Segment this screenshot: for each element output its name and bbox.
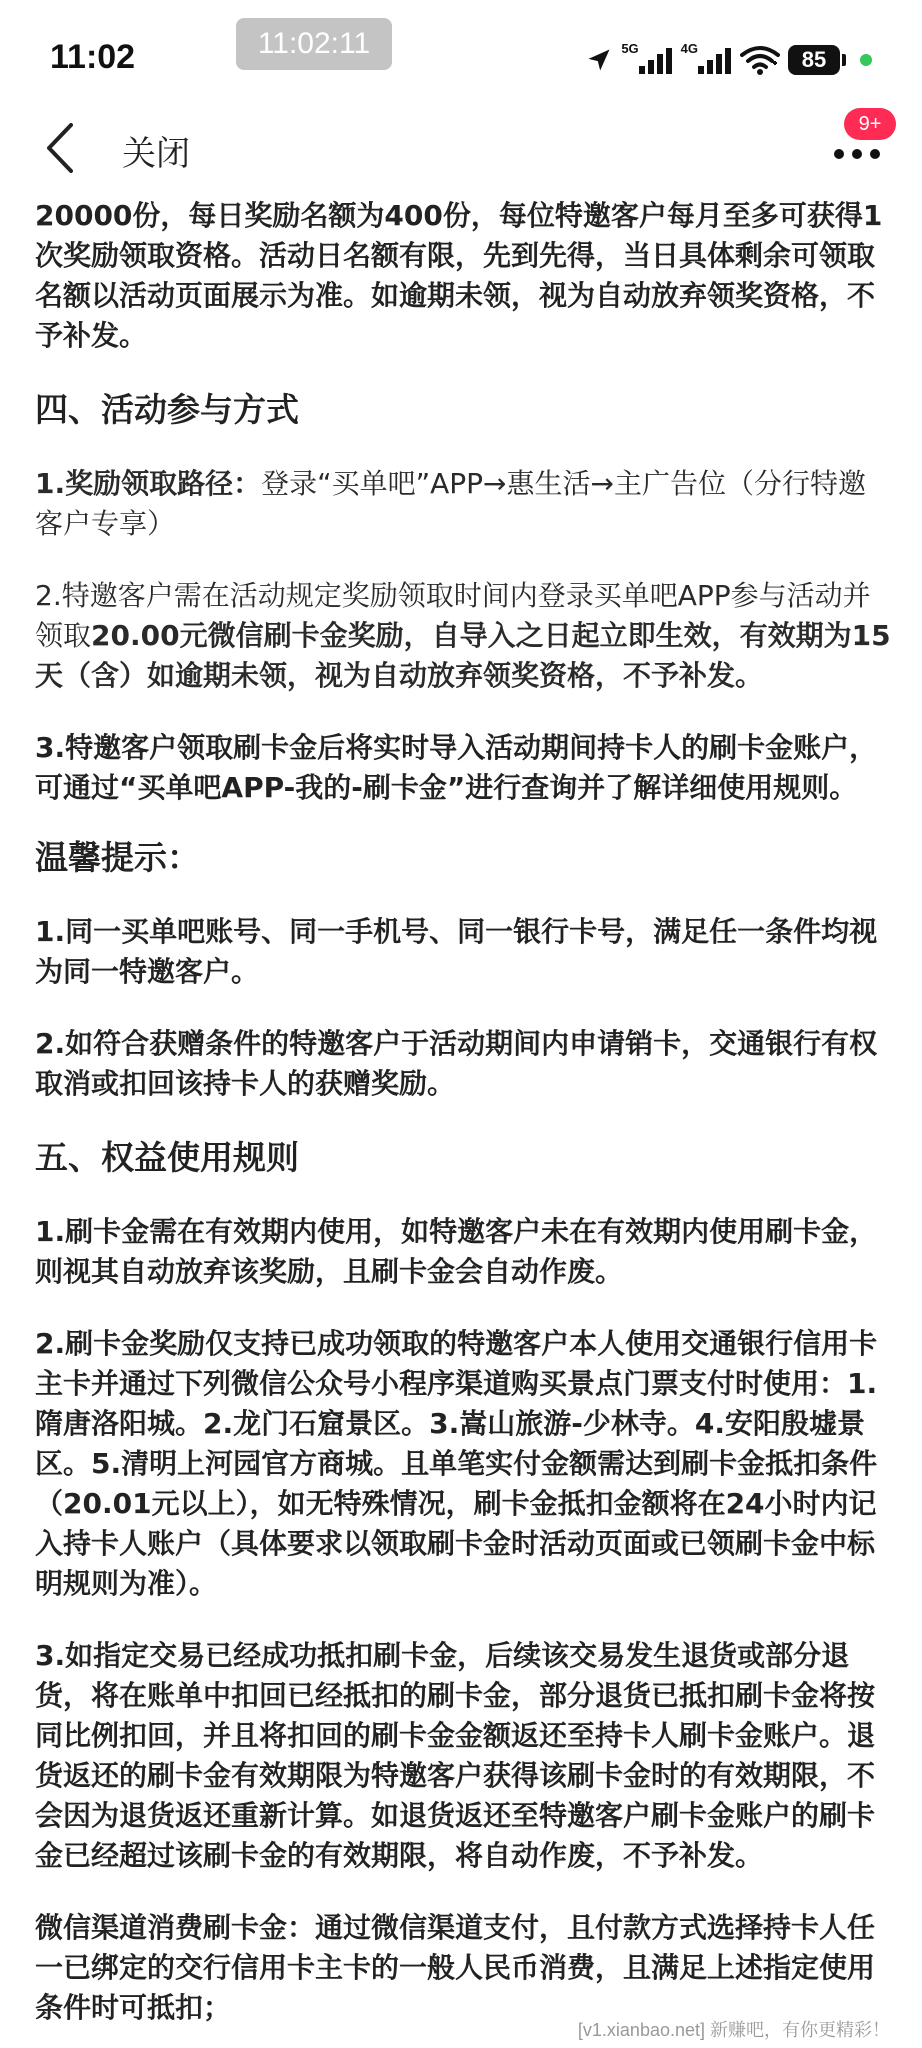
s4-item1-text: 登录“买单吧”APP→惠生活→主广告位（分行特邀客户专享） [35, 467, 866, 540]
time-overlay: 11:02:11 [236, 18, 392, 70]
more-dot-icon [834, 149, 844, 159]
s4-item1-label: 1.奖励领取路径： [35, 467, 262, 500]
nav-header [0, 108, 922, 192]
section4-title: 四、活动参与方式 [35, 390, 299, 429]
back-button[interactable] [30, 118, 90, 182]
location-arrow-icon [585, 46, 613, 74]
s4-item3: 3.特邀客户领取刷卡金后将实时导入活动期间持卡人的刷卡金账户，可通过“买单吧APP-我的-刷卡金”进行查询并了解详细使用规则。 [35, 731, 878, 804]
s5-item3: 3.如指定交易已经成功抵扣刷卡金，后续该交易发生退货或部分退货，将在账单中扣回已经抵扣的刷卡金，部分退货已抵扣刷卡金将按同比例扣回，并且将扣回的刷卡金金额返还至持卡人刷卡金账户。退货返还的刷卡金有效期限为特邀客户获得该刷卡金时的有效期限，不会因为退货返还重新计算。如退货返还至特邀客户刷卡金账户的刷卡金已经超过该刷卡金的有效期限，将自动作废，不予补发。 [35, 1639, 876, 1872]
battery-tip [842, 54, 846, 66]
status-bar [0, 0, 922, 116]
watermark-text: [v1.xianbao.net] 新赚吧，有你更精彩！ [577, 2020, 890, 2040]
network-4g-label: 4G [680, 40, 698, 56]
battery-indicator: 85 [788, 45, 840, 75]
s5-item1: 1.刷卡金需在有效期内使用，如特邀客户未在有效期内使用刷卡金，则视其自动放弃该奖励，且刷卡金会自动作废。 [35, 1215, 878, 1288]
wechat-channel-paragraph: 微信渠道消费刷卡金：通过微信渠道支付，且付款方式选择持卡人任一已绑定的交行信用卡主卡的一般人民币消费，且满足上述指定使用条件时可抵扣； [35, 1911, 876, 2024]
signal-4g-icon [698, 46, 732, 74]
wifi-icon [740, 45, 780, 75]
s5-item2: 2.刷卡金奖励仅支持已成功领取的特邀客户本人使用交通银行信用卡主卡并通过下列微信公众号小程序渠道购买景点门票支付时使用：1.隋唐洛阳城。2.龙门石窟景区。3.嵩山旅游-少林寺。4.安阳殷墟景区。5.清明上河园官方商城。且单笔实付金额需达到刷卡金抵扣条件（20.01元以上），如无特殊情况，刷卡金抵扣金额将在24小时内记入持卡人账户（具体要求以领取刷卡金时活动页面或已领刷卡金中标明规则为准）。 [35, 1327, 878, 1600]
s4-item1 [35, 464, 891, 544]
privacy-indicator-dot [860, 54, 872, 66]
status-time: 11:02 [50, 38, 136, 76]
close-button[interactable]: 关闭 [122, 134, 190, 174]
more-dot-icon [852, 149, 862, 159]
more-dot-icon [870, 149, 880, 159]
tips-item2: 2.如符合获赠条件的特邀客户于活动期间内申请销卡，交通银行有权取消或扣回该持卡人的获赠奖励。 [35, 1027, 878, 1100]
article-content [35, 196, 891, 2028]
section5-title: 五、权益使用规则 [35, 1138, 299, 1177]
network-5g-label: 5G [621, 40, 639, 56]
status-icons [585, 40, 872, 80]
signal-5g-icon [639, 46, 673, 74]
notification-badge: 9+ [844, 108, 896, 140]
chevron-left-icon [43, 121, 77, 179]
s4-item2 [35, 576, 891, 696]
tips-title: 温馨提示： [35, 838, 200, 877]
tips-item1: 1.同一买单吧账号、同一手机号、同一银行卡号，满足任一条件均视为同一特邀客户。 [35, 915, 878, 988]
intro-paragraph: 20000份，每日奖励名额为400份，每位特邀客户每月至多可获得1次奖励领取资格。活动日名额有限，先到先得，当日具体剩余可领取名额以活动页面展示为准。如逾期未领，视为自动放弃领奖资格，不予补发。 [35, 199, 883, 352]
s4-item2-text-b: 20.00元微信刷卡金奖励，自导入之日起立即生效，有效期为15天（含）如逾期未领，视为自动放弃领奖资格，不予补发。 [35, 619, 891, 692]
s4-item2-text-a: 2.特邀客户需在活动规定奖励领取时间内登录买单吧APP参与活动并领取 [35, 579, 871, 652]
